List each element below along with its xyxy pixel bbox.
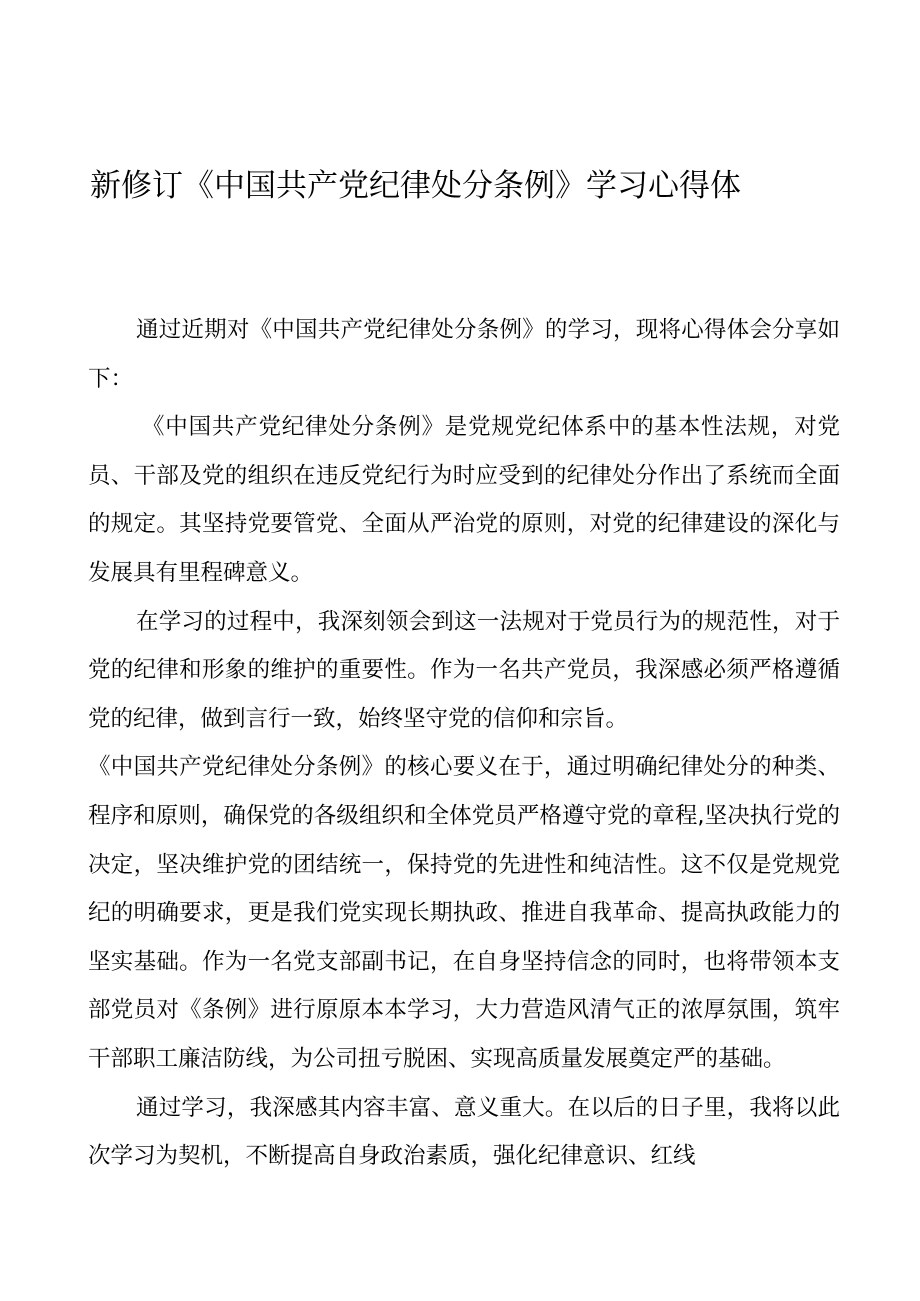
paragraph-intro: 通过近期对《中国共产党纪律处分条例》的学习，现将心得体会分享如下： (88, 317, 840, 392)
document-title: 新修订《中国共产党纪律处分条例》学习心得体 (90, 168, 741, 204)
paragraph-conclusion: 通过学习，我深感其内容丰富、意义重大。在以后的日子里，我将以此次学习为契机，不断提高自身政治素质，强化纪律意识、红线 (88, 1094, 840, 1170)
paragraph-core-meaning: 《中国共产党纪律处分条例》的核心要义在于，通过明确纪律处分的种类、程序和原则，确保党的各级组织和全体党员严格遵守党的章程,坚决执行党的决定，坚决维护党的团结统一，保持党的先进性和纯洁性。这不仅是党规党纪的明确要求，更是我们党实现长期执政、推进自我革命、提高执政能力的坚实基础。作为一名党支部副书记，在自身坚持信念的同时，也将带领本支部党员对《条例》进行原原本本学习，大力营造风清气正的浓厚氛围，筑牢干部职工廉洁防线，为公司扭亏脱困、实现高质量发展奠定严的基础。 (88, 754, 840, 1072)
document-body (88, 306, 840, 1181)
paragraph-regulation-overview: 《中国共产党纪律处分条例》是党规党纪体系中的基本性法规，对党员、干部及党的组织在违反党纪行为时应受到的纪律处分作出了系统而全面的规定。其坚持党要管党、全面从严治党的原则，对党的纪律建设的深化与发展具有里程碑意义。 (88, 414, 840, 586)
paragraph-learning-process: 在学习的过程中，我深刻领会到这一法规对于党员行为的规范性，对于党的纪律和形象的维护的重要性。作为一名共产党员，我深感必须严格遵循党的纪律，做到言行一致，始终坚守党的信仰和宗旨。 (88, 608, 840, 732)
